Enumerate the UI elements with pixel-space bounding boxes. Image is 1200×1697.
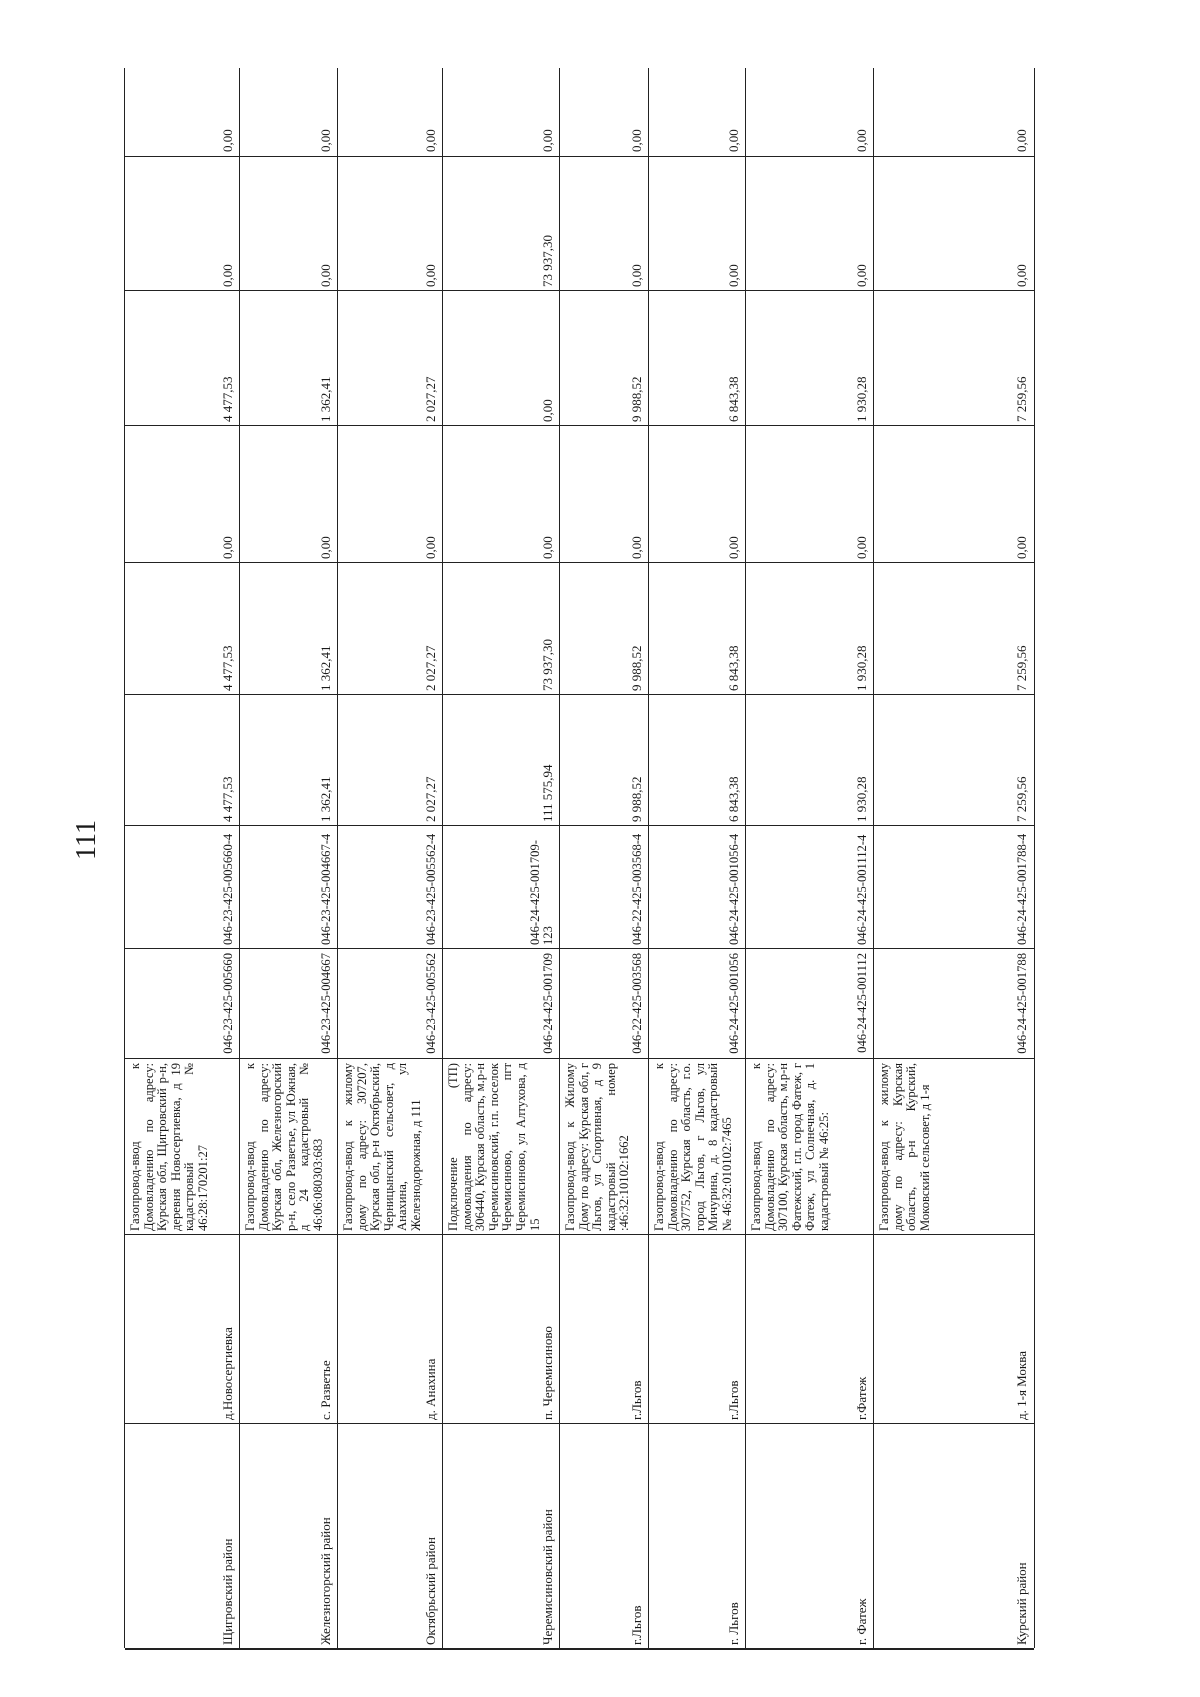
cell-text: 0,00 (726, 129, 742, 152)
cell-v5 (746, 156, 874, 290)
cell-no (443, 1648, 560, 1650)
cell-object (125, 1058, 240, 1234)
cell-no (649, 1648, 746, 1650)
cell-v4 (746, 290, 874, 425)
cell-v4 (240, 290, 338, 425)
cell-id1 (746, 948, 874, 1058)
cell-text: 046-23-425-005562-4 (424, 833, 439, 945)
cell-v5 (125, 156, 240, 290)
cell-v3 (649, 425, 746, 562)
cell-district (125, 1423, 240, 1648)
cell-text: 046-24-425-001112 (855, 953, 870, 1053)
cell-v2 (443, 562, 560, 694)
cell-id2 (649, 825, 746, 948)
cell-text: Железногорский район (318, 1517, 334, 1645)
cell-v5 (443, 156, 560, 290)
cell-v1 (240, 694, 338, 825)
cell-text: 0,00 (220, 129, 236, 152)
cell-v3 (125, 425, 240, 562)
cell-district (746, 1423, 874, 1648)
cell-text (564, 1648, 645, 1649)
cell-v4 (338, 290, 443, 425)
cell-v1 (338, 694, 443, 825)
cell-text: 73 937,30 (540, 235, 556, 287)
cell-v6 (874, 68, 1034, 156)
cell-no (560, 1648, 649, 1650)
cell-v5 (240, 156, 338, 290)
cell-v3 (874, 425, 1034, 562)
cell-text: 1 362,41 (318, 376, 334, 422)
cell-text: 0,00 (220, 264, 236, 287)
cell-text: 0,00 (854, 536, 870, 559)
cell-v6 (443, 68, 560, 156)
cell-text: 111 575,94 (540, 764, 556, 822)
cell-locality (240, 1234, 338, 1423)
cell-v3 (443, 425, 560, 562)
cell-text: г.Льгов (629, 1605, 645, 1645)
cell-id2 (125, 825, 240, 948)
cell-id1 (240, 948, 338, 1058)
cell-text: 046-24-425-001056-4 (727, 833, 742, 945)
table-row (337, 68, 443, 1648)
cell-text: 046-23-425-004667 (319, 953, 334, 1054)
cell-text: Октябрьский район (423, 1537, 439, 1645)
cell-text: д. Анахина (423, 1358, 439, 1420)
cell-v5 (649, 156, 746, 290)
cell-text: 1 362,41 (318, 776, 334, 822)
cell-v6 (746, 68, 874, 156)
cell-text: 2 027,27 (423, 776, 439, 822)
page-number (67, 805, 107, 875)
cell-text: 7 259,56 (1014, 776, 1030, 822)
cell-v5 (560, 156, 649, 290)
cell-text: 2 027,27 (423, 376, 439, 422)
cell-v6 (338, 68, 443, 156)
cell-text: 0,00 (318, 264, 334, 287)
cell-text: 0,00 (1014, 264, 1030, 287)
cell-text: 046-24-425-001709-123 (527, 840, 556, 945)
cell-object (746, 1058, 874, 1234)
cell-text (447, 1648, 556, 1649)
cell-text: Газопровод-ввод к Домовладению по адресу: Курская обл, Железногорский р-н, село Разветье, ул Южная, д 24 кадастровый № 46:06:080303:683 (243, 1063, 325, 1231)
cell-text: 9 988,52 (629, 776, 645, 822)
cell-id2 (560, 825, 649, 948)
cell-text: Газопровод-ввод к Домовладению по адресу: 307752, Курская область, г.о. город Льгов, г Льгов, ул Мичурина, д. 8 кадастровый № 46:32:010102:7465 (652, 1063, 734, 1231)
cell-text: 0,00 (540, 399, 556, 422)
cell-text (750, 1648, 870, 1649)
cell-v3 (240, 425, 338, 562)
cell-v6 (240, 68, 338, 156)
cell-v1 (649, 694, 746, 825)
cell-id1 (560, 948, 649, 1058)
cell-id1 (443, 948, 560, 1058)
cell-text: 046-24-425-001709 (541, 953, 556, 1054)
cell-v1 (443, 694, 560, 825)
table-row (239, 68, 338, 1648)
cell-district (560, 1423, 649, 1648)
cell-v3 (560, 425, 649, 562)
cell-text: п. Черемисиново (540, 1326, 556, 1420)
cell-text: 4 477,53 (220, 376, 236, 422)
cell-text: 9 988,52 (629, 645, 645, 691)
cell-locality (125, 1234, 240, 1423)
cell-text: 0,00 (629, 129, 645, 152)
cell-v5 (874, 156, 1034, 290)
cell-id2 (443, 825, 560, 948)
cell-object (338, 1058, 443, 1234)
cell-text: 0,00 (854, 129, 870, 152)
cell-text: 046-24-425-001112-4 (855, 834, 870, 945)
cell-text (244, 1648, 334, 1649)
table-row (648, 68, 746, 1648)
cell-v2 (560, 562, 649, 694)
cell-id2 (338, 825, 443, 948)
cell-v2 (649, 562, 746, 694)
cell-text: д. 1-я Моква (1014, 1351, 1030, 1420)
cell-v4 (443, 290, 560, 425)
cell-v1 (125, 694, 240, 825)
cell-v2 (874, 562, 1034, 694)
cell-text: 1 930,28 (854, 776, 870, 822)
cell-text: 1 362,41 (318, 645, 334, 691)
cell-text: Газопровод-ввод к жилому дому по адресу: Курская область, р-н Курский, Моковский сельсовет, д 1-я (877, 1063, 932, 1231)
cell-text: 0,00 (423, 536, 439, 559)
cell-v3 (746, 425, 874, 562)
cell-text: г.Льгов (726, 1380, 742, 1420)
cell-locality (649, 1234, 746, 1423)
cell-v6 (649, 68, 746, 156)
cell-text: Щигровский район (220, 1538, 236, 1645)
cell-v2 (240, 562, 338, 694)
cell-text: 0,00 (220, 536, 236, 559)
cell-id2 (874, 825, 1034, 948)
cell-text: 1 930,28 (854, 376, 870, 422)
cell-no (125, 1648, 240, 1650)
cell-object (240, 1058, 338, 1234)
cell-text: 73 937,30 (540, 639, 556, 691)
cell-text: 2 027,27 (423, 645, 439, 691)
cell-text: г. Фатеж (854, 1598, 870, 1645)
cell-locality (746, 1234, 874, 1423)
cell-locality (443, 1234, 560, 1423)
cell-v2 (125, 562, 240, 694)
cell-text: 0,00 (629, 264, 645, 287)
cell-district (443, 1423, 560, 1648)
cell-v1 (560, 694, 649, 825)
cell-text: г. Льгов (726, 1602, 742, 1645)
cell-no (240, 1648, 338, 1650)
cell-no (338, 1648, 443, 1650)
cell-v1 (874, 694, 1034, 825)
cell-text: Газопровод-ввод к Домовладению по адресу: Курская обл, Щигровский р-н, деревня Новосергиевка, д 19 кадастровый № 46:28:170201:27 (128, 1063, 210, 1231)
cell-text: 046-23-425-005660-4 (221, 833, 236, 945)
cell-text: 4 477,53 (220, 776, 236, 822)
cell-locality (874, 1234, 1034, 1423)
data-table (124, 68, 1032, 1648)
cell-text (129, 1648, 236, 1649)
cell-v2 (746, 562, 874, 694)
cell-text: 7 259,56 (1014, 376, 1030, 422)
cell-object (874, 1058, 1034, 1234)
cell-text: 9 988,52 (629, 376, 645, 422)
cell-v4 (649, 290, 746, 425)
table-row (745, 68, 874, 1648)
cell-no (874, 1648, 1034, 1650)
cell-locality (560, 1234, 649, 1423)
cell-district (240, 1423, 338, 1648)
table-row (873, 68, 1035, 1648)
cell-text: 0,00 (726, 264, 742, 287)
cell-text: 046-24-425-001788-4 (1015, 833, 1030, 945)
cell-text: 0,00 (423, 129, 439, 152)
cell-id2 (240, 825, 338, 948)
cell-v4 (560, 290, 649, 425)
cell-text: 7 259,56 (1014, 645, 1030, 691)
cell-text: 0,00 (318, 129, 334, 152)
cell-text: 0,00 (423, 264, 439, 287)
cell-text: Газопровод-ввод к Жилому Дому по адресу: Курская обл, г Льгов, ул Спортивная, д 9 кадастровый номер :46:32:10102:1662 (563, 1063, 632, 1231)
cell-text: 0,00 (1014, 129, 1030, 152)
cell-district (874, 1423, 1034, 1648)
cell-v5 (338, 156, 443, 290)
cell-text: Черемисиновский район (540, 1509, 556, 1645)
cell-id1 (125, 948, 240, 1058)
cell-text: 046-22-425-003568 (630, 953, 645, 1054)
cell-text: д.Новосергиевка (220, 1327, 236, 1420)
cell-text: 046-23-425-004667-4 (319, 833, 334, 945)
cell-text: Газопровод-ввод к жилому дому по адресу: 307207, Курская обл, р-н Октябрьский, Черницынский сельсовет, д Анахина, ул Железнодорожная, д 111 (341, 1063, 423, 1231)
cell-text: 1 930,28 (854, 645, 870, 691)
cell-v6 (560, 68, 649, 156)
cell-object (649, 1058, 746, 1234)
cell-no (746, 1648, 874, 1650)
cell-district (649, 1423, 746, 1648)
cell-text (342, 1648, 439, 1649)
cell-object (560, 1058, 649, 1234)
cell-v1 (746, 694, 874, 825)
cell-v2 (338, 562, 443, 694)
cell-text: 6 843,38 (726, 776, 742, 822)
cell-text: 6 843,38 (726, 376, 742, 422)
cell-id2 (746, 825, 874, 948)
cell-text: г.Фатеж (854, 1376, 870, 1420)
cell-text (878, 1648, 1030, 1649)
cell-text: 046-24-425-001056 (727, 953, 742, 1054)
cell-text: Курский район (1014, 1562, 1030, 1645)
cell-text: 046-23-425-005660 (221, 953, 236, 1054)
cell-district (338, 1423, 443, 1648)
cell-text: 0,00 (726, 536, 742, 559)
cell-text: 0,00 (540, 129, 556, 152)
cell-object (443, 1058, 560, 1234)
table-row (559, 68, 649, 1648)
cell-text: 046-22-425-003568-4 (630, 833, 645, 945)
cell-text: 0,00 (318, 536, 334, 559)
cell-locality (338, 1234, 443, 1423)
cell-id1 (338, 948, 443, 1058)
cell-text: 4 477,53 (220, 645, 236, 691)
page-number-text: 111 (70, 820, 102, 860)
cell-text: Подключение (ТП) домовладения по адресу: 306440, Курская область, м.р-н Черемисиновский, г.п. поселок Черемисиново, пгт Черемисиново, ул Алтухова, д 15 (446, 1063, 542, 1231)
cell-text: 046-23-425-005562 (424, 953, 439, 1054)
table-row (124, 68, 240, 1648)
cell-v4 (125, 290, 240, 425)
cell-text: г.Льгов (629, 1380, 645, 1420)
cell-id1 (649, 948, 746, 1058)
cell-text: 0,00 (1014, 536, 1030, 559)
table-row (442, 68, 560, 1648)
cell-id1 (874, 948, 1034, 1058)
cell-text: Газопровод-ввод к Домовладению по адресу: 307100, Курская область, м.р-н Фатежский, г.п. город Фатеж, г Фатеж, ул Солнечная, д. 1 кадастровый № 46:25: (749, 1063, 831, 1231)
cell-text: 046-24-425-001788 (1015, 953, 1030, 1054)
cell-v6 (125, 68, 240, 156)
cell-text (653, 1648, 742, 1649)
cell-text: 6 843,38 (726, 645, 742, 691)
cell-text: 0,00 (540, 536, 556, 559)
cell-text: 0,00 (854, 264, 870, 287)
cell-text: 0,00 (629, 536, 645, 559)
cell-text: с. Разветье (318, 1360, 334, 1420)
cell-v4 (874, 290, 1034, 425)
cell-v3 (338, 425, 443, 562)
